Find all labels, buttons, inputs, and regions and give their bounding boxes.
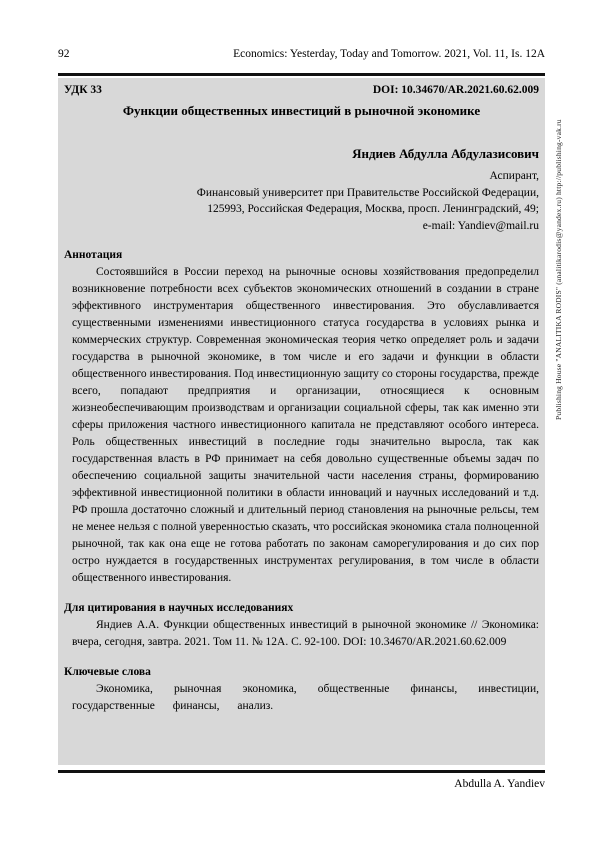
abstract-section <box>64 247 539 587</box>
keywords-section <box>64 664 539 715</box>
publisher-sidebar-text: Publishing House "ANALITIKA RODIS" (analitikarodis@yandex.ru) http://publishing-vak.ru <box>554 119 563 420</box>
running-head <box>58 48 545 60</box>
affiliation-line: Финансовый университет при Правительстве Российской Федерации, <box>196 186 539 199</box>
footer-rule <box>58 770 545 773</box>
citation-section <box>64 600 539 651</box>
header-rule <box>58 73 545 76</box>
citation-heading: Для цитирования в научных исследованиях <box>64 602 294 614</box>
footer-author-name: Abdulla A. Yandiev <box>454 778 545 790</box>
udk-label: УДК 33 <box>64 84 102 96</box>
abstract-text: Состоявшийся в России переход на рыночные основы хозяйствования предопределил возникновение потребности всех субъектов экономических отношений в создании в стране эффективного инструментария общественного инвестирования. Это обуславливается существенными изменениями инвестиционного статуса государства в условиях рынка и коммерческих структур. Современная экономическая теория четко определяет роль и задачи государства в рыночной экономике, в том числе и его задачи и функции в области общественного инвестирования. Под инвестиционную защиту со стороны государства, прежде всего, попадают предприятия и организации, относящиеся к основным жизнеобеспечивающим производствам и организации социальной сферы, так как именно эти сферы приложения частного инвестиционного капитала не представляют особого интереса. Роль общественных инвестиций в последние годы значительно выросла, так как государственная власть в РФ принимает на себя довольно существенные объемы задач по обеспечению социальной защиты значительной части населения страны, формированию эффективной инвестиционной политики в области инноваций и научных исследований и т.д. РФ прошла достаточно сложный и длительный период становления на рыночные рельсы, тем не менее нельзя с полной уверенностью сказать, что российская экономика стала полноценной рыночной, так как она еще не готова работать по законам саморегулирования и до сих пор остро нуждается в государственных инструментах регулирования, в том числе в области общественного инвестирования. <box>72 266 539 584</box>
paper-title: Функции общественных инвестиций в рыночной экономике <box>122 103 481 118</box>
journal-title: Economics: Yesterday, Today and Tomorrow. 2021, Vol. 11, Is. 12A <box>233 48 545 60</box>
affiliation-line: 125993, Российская Федерация, Москва, просп. Ленинградский, 49; <box>207 203 539 215</box>
page-number: 92 <box>58 48 70 60</box>
abstract-heading: Аннотация <box>64 249 123 261</box>
content-panel <box>58 78 545 765</box>
author-name: Яндиев Абдулла Абдулазисович <box>352 146 539 161</box>
affiliation-line: e-mail: Yandiev@mail.ru <box>422 219 539 232</box>
citation-text: Яндиев А.А. Функции общественных инвестиций в рыночной экономике // Экономика: вчера, сегодня, завтра. 2021. Том 11. № 12А. С. 92-100. DOI: 10.34670/AR.2021.60.62.009 <box>72 619 539 648</box>
author-affiliation <box>64 168 539 234</box>
keywords-heading: Ключевые слова <box>64 666 151 678</box>
keywords-text: Экономика, рыночная экономика, общественные финансы, инвестиции, государственные финансы, анализ. <box>72 683 539 712</box>
doi-label: DOI: 10.34670/AR.2021.60.62.009 <box>372 84 539 96</box>
affiliation-line: Аспирант, <box>489 170 539 182</box>
meta-row <box>64 84 539 96</box>
